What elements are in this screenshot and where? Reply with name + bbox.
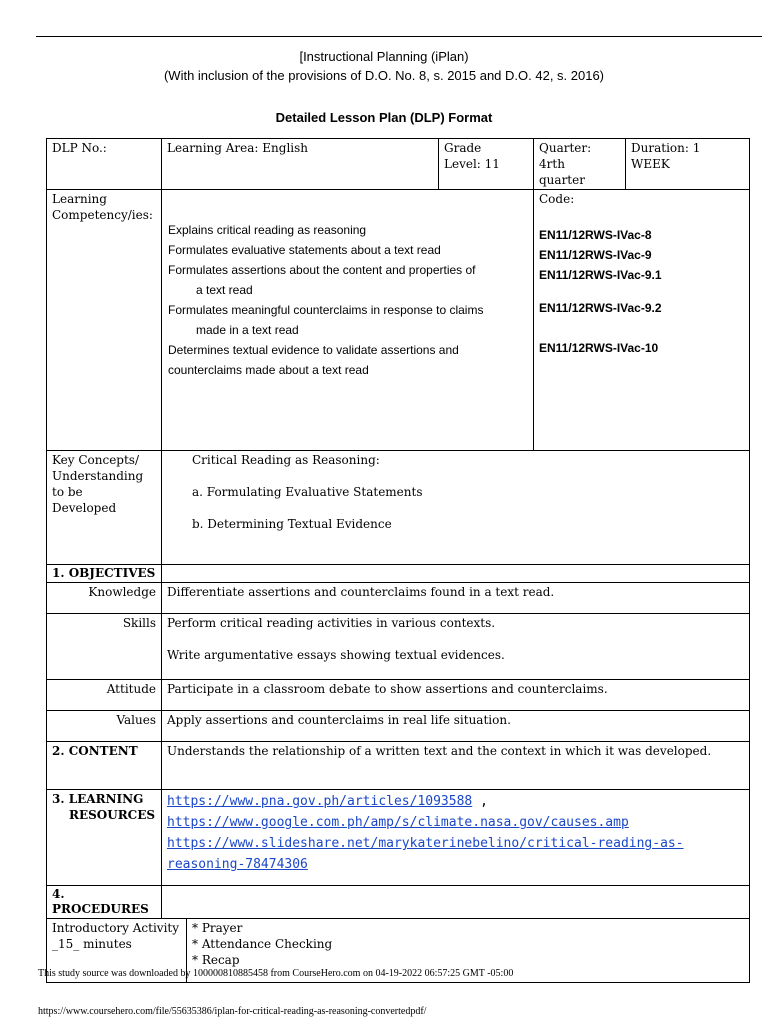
table-row-attitude xyxy=(47,680,750,711)
competency-item: Explains critical reading as reasoning xyxy=(168,223,367,237)
knowledge-text: Differentiate assertions and counterclaims found in a text read. xyxy=(167,585,555,599)
learning-area-cell xyxy=(162,139,439,190)
top-rule xyxy=(36,36,762,37)
table-row-skills xyxy=(47,614,750,680)
key-concept-b: b. Determining Textual Evidence xyxy=(192,517,392,531)
key-concept-a: a. Formulating Evaluative Statements xyxy=(192,485,423,499)
procedures-heading: 4. PROCEDURES xyxy=(52,887,149,916)
table-row-header-info xyxy=(47,139,750,190)
skills-label-cell xyxy=(47,614,162,680)
resource-link-pna[interactable]: https://www.pna.gov.ph/articles/1093588 xyxy=(167,794,473,809)
resource-link-slideshare[interactable]: https://www.slideshare.net/marykaterinebelino/critical-reading-as- xyxy=(167,836,684,851)
dlp-table xyxy=(46,138,750,983)
resource-link-slideshare-continued[interactable]: reasoning-78474306 xyxy=(167,857,308,872)
grade-label: Grade xyxy=(444,141,482,155)
resource-link-separator: , xyxy=(472,794,488,809)
objectives-heading-empty-cell xyxy=(162,565,750,583)
values-label-cell xyxy=(47,711,162,742)
knowledge-label-cell xyxy=(47,583,162,614)
content-text: Understands the relationship of a written text and the context in which it was developed. xyxy=(167,744,712,758)
duration-label: Duration: 1 xyxy=(631,141,701,155)
resources-cell xyxy=(162,790,750,886)
competency-item: made in a text read xyxy=(196,323,299,337)
skills-label: Skills xyxy=(122,616,156,630)
content-heading-cell xyxy=(47,742,162,790)
source-url: https://www.coursehero.com/file/55635386/iplan-for-critical-reading-as-reasoning-convertedpdf/ xyxy=(38,1006,427,1017)
table-row-content xyxy=(47,742,750,790)
code-label: Code: xyxy=(539,192,575,206)
competency-item: Formulates evaluative statements about a text read xyxy=(168,243,441,257)
competency-label-cell xyxy=(47,190,162,451)
table-row-competency xyxy=(47,190,750,451)
competency-code: EN11/12RWS-IVac-9.2 xyxy=(539,301,662,315)
competency-code: EN11/12RWS-IVac-9 xyxy=(539,248,652,262)
header-line-2: (With inclusion of the provisions of D.O. No. 8, s. 2015 and D.O. 42, s. 2016) xyxy=(163,68,605,83)
dlp-no-label: DLP No.: xyxy=(52,141,107,155)
duration-value: WEEK xyxy=(631,157,670,171)
key-concepts-label-line-2: Understanding to be xyxy=(52,469,144,499)
skills-text-1: Perform critical reading activities in various contexts. xyxy=(167,616,496,630)
competency-item: counterclaims made about a text read xyxy=(168,363,369,377)
resources-heading-line-1: 3. LEARNING xyxy=(52,792,144,806)
attitude-label-cell xyxy=(47,680,162,711)
competency-code: EN11/12RWS-IVac-9.1 xyxy=(539,268,662,282)
table-row-procedures-heading xyxy=(47,886,750,919)
quarter-label: Quarter: 4rth xyxy=(539,141,592,171)
intro-activity-minutes: _15_ minutes xyxy=(52,937,132,951)
knowledge-label: Knowledge xyxy=(88,585,156,599)
values-cell xyxy=(162,711,750,742)
quarter-value: quarter xyxy=(539,173,585,187)
key-concepts-label-line-1: Key Concepts/ xyxy=(52,453,139,467)
competency-item: Formulates assertions about the content and properties of xyxy=(168,263,476,277)
dlp-no-cell xyxy=(47,139,162,190)
procedures-heading-cell xyxy=(47,886,162,919)
duration-cell xyxy=(626,139,750,190)
skills-cell xyxy=(162,614,750,680)
skills-text-2: Write argumentative essays showing textual evidences. xyxy=(167,648,505,662)
procedure-item: * Attendance Checking xyxy=(192,937,333,951)
key-concepts-title: Critical Reading as Reasoning: xyxy=(192,453,380,467)
procedure-item: * Prayer xyxy=(192,921,243,935)
table-row-resources xyxy=(47,790,750,886)
table-row-objectives-heading xyxy=(47,565,750,583)
download-notice: This study source was downloaded by 100000810885458 from CourseHero.com on 04-19-2022 06:57:25 GMT -05:00 xyxy=(38,968,514,979)
competency-code-cell xyxy=(534,190,750,451)
grade-level-cell xyxy=(439,139,534,190)
values-text: Apply assertions and counterclaims in real life situation. xyxy=(167,713,511,727)
competency-label-line-1: Learning xyxy=(52,192,107,206)
document-title: Detailed Lesson Plan (DLP) Format xyxy=(275,110,493,125)
resources-heading-cell xyxy=(47,790,162,886)
content-heading: 2. CONTENT xyxy=(52,744,138,758)
attitude-label: Attitude xyxy=(106,682,156,696)
values-label: Values xyxy=(116,713,156,727)
competency-label-line-2: Competency/ies: xyxy=(52,208,153,222)
attitude-cell xyxy=(162,680,750,711)
objectives-heading: 1. OBJECTIVES xyxy=(52,566,156,580)
attitude-text: Participate in a classroom debate to show assertions and counterclaims. xyxy=(167,682,608,696)
competency-code: EN11/12RWS-IVac-10 xyxy=(539,341,659,355)
table-row-values xyxy=(47,711,750,742)
procedures-heading-empty-cell xyxy=(162,886,750,919)
header-line-1: [Instructional Planning (iPlan) xyxy=(299,49,469,64)
competency-code: EN11/12RWS-IVac-8 xyxy=(539,228,652,242)
competency-item: Formulates meaningful counterclaims in response to claims xyxy=(168,303,484,317)
grade-level-value: Level: 11 xyxy=(444,157,500,171)
objectives-heading-cell xyxy=(47,565,162,583)
resources-heading-line-2: RESOURCES xyxy=(69,808,156,822)
knowledge-cell xyxy=(162,583,750,614)
quarter-cell xyxy=(534,139,626,190)
intro-activity-label: Introductory Activity xyxy=(52,921,180,935)
table-row-key-concepts xyxy=(47,451,750,565)
table-row-knowledge xyxy=(47,583,750,614)
content-cell xyxy=(162,742,750,790)
competency-item: a text read xyxy=(196,283,253,297)
learning-area-label: Learning Area: English xyxy=(167,141,308,155)
procedure-item: * Recap xyxy=(192,953,240,967)
resource-link-nasa[interactable]: https://www.google.com.ph/amp/s/climate.nasa.gov/causes.amp xyxy=(167,815,629,830)
key-concepts-label-cell xyxy=(47,451,162,565)
key-concepts-content-cell xyxy=(162,451,750,565)
competency-list-cell xyxy=(162,190,534,451)
competency-item: Determines textual evidence to validate assertions and xyxy=(168,343,459,357)
key-concepts-label-line-3: Developed xyxy=(52,501,117,515)
